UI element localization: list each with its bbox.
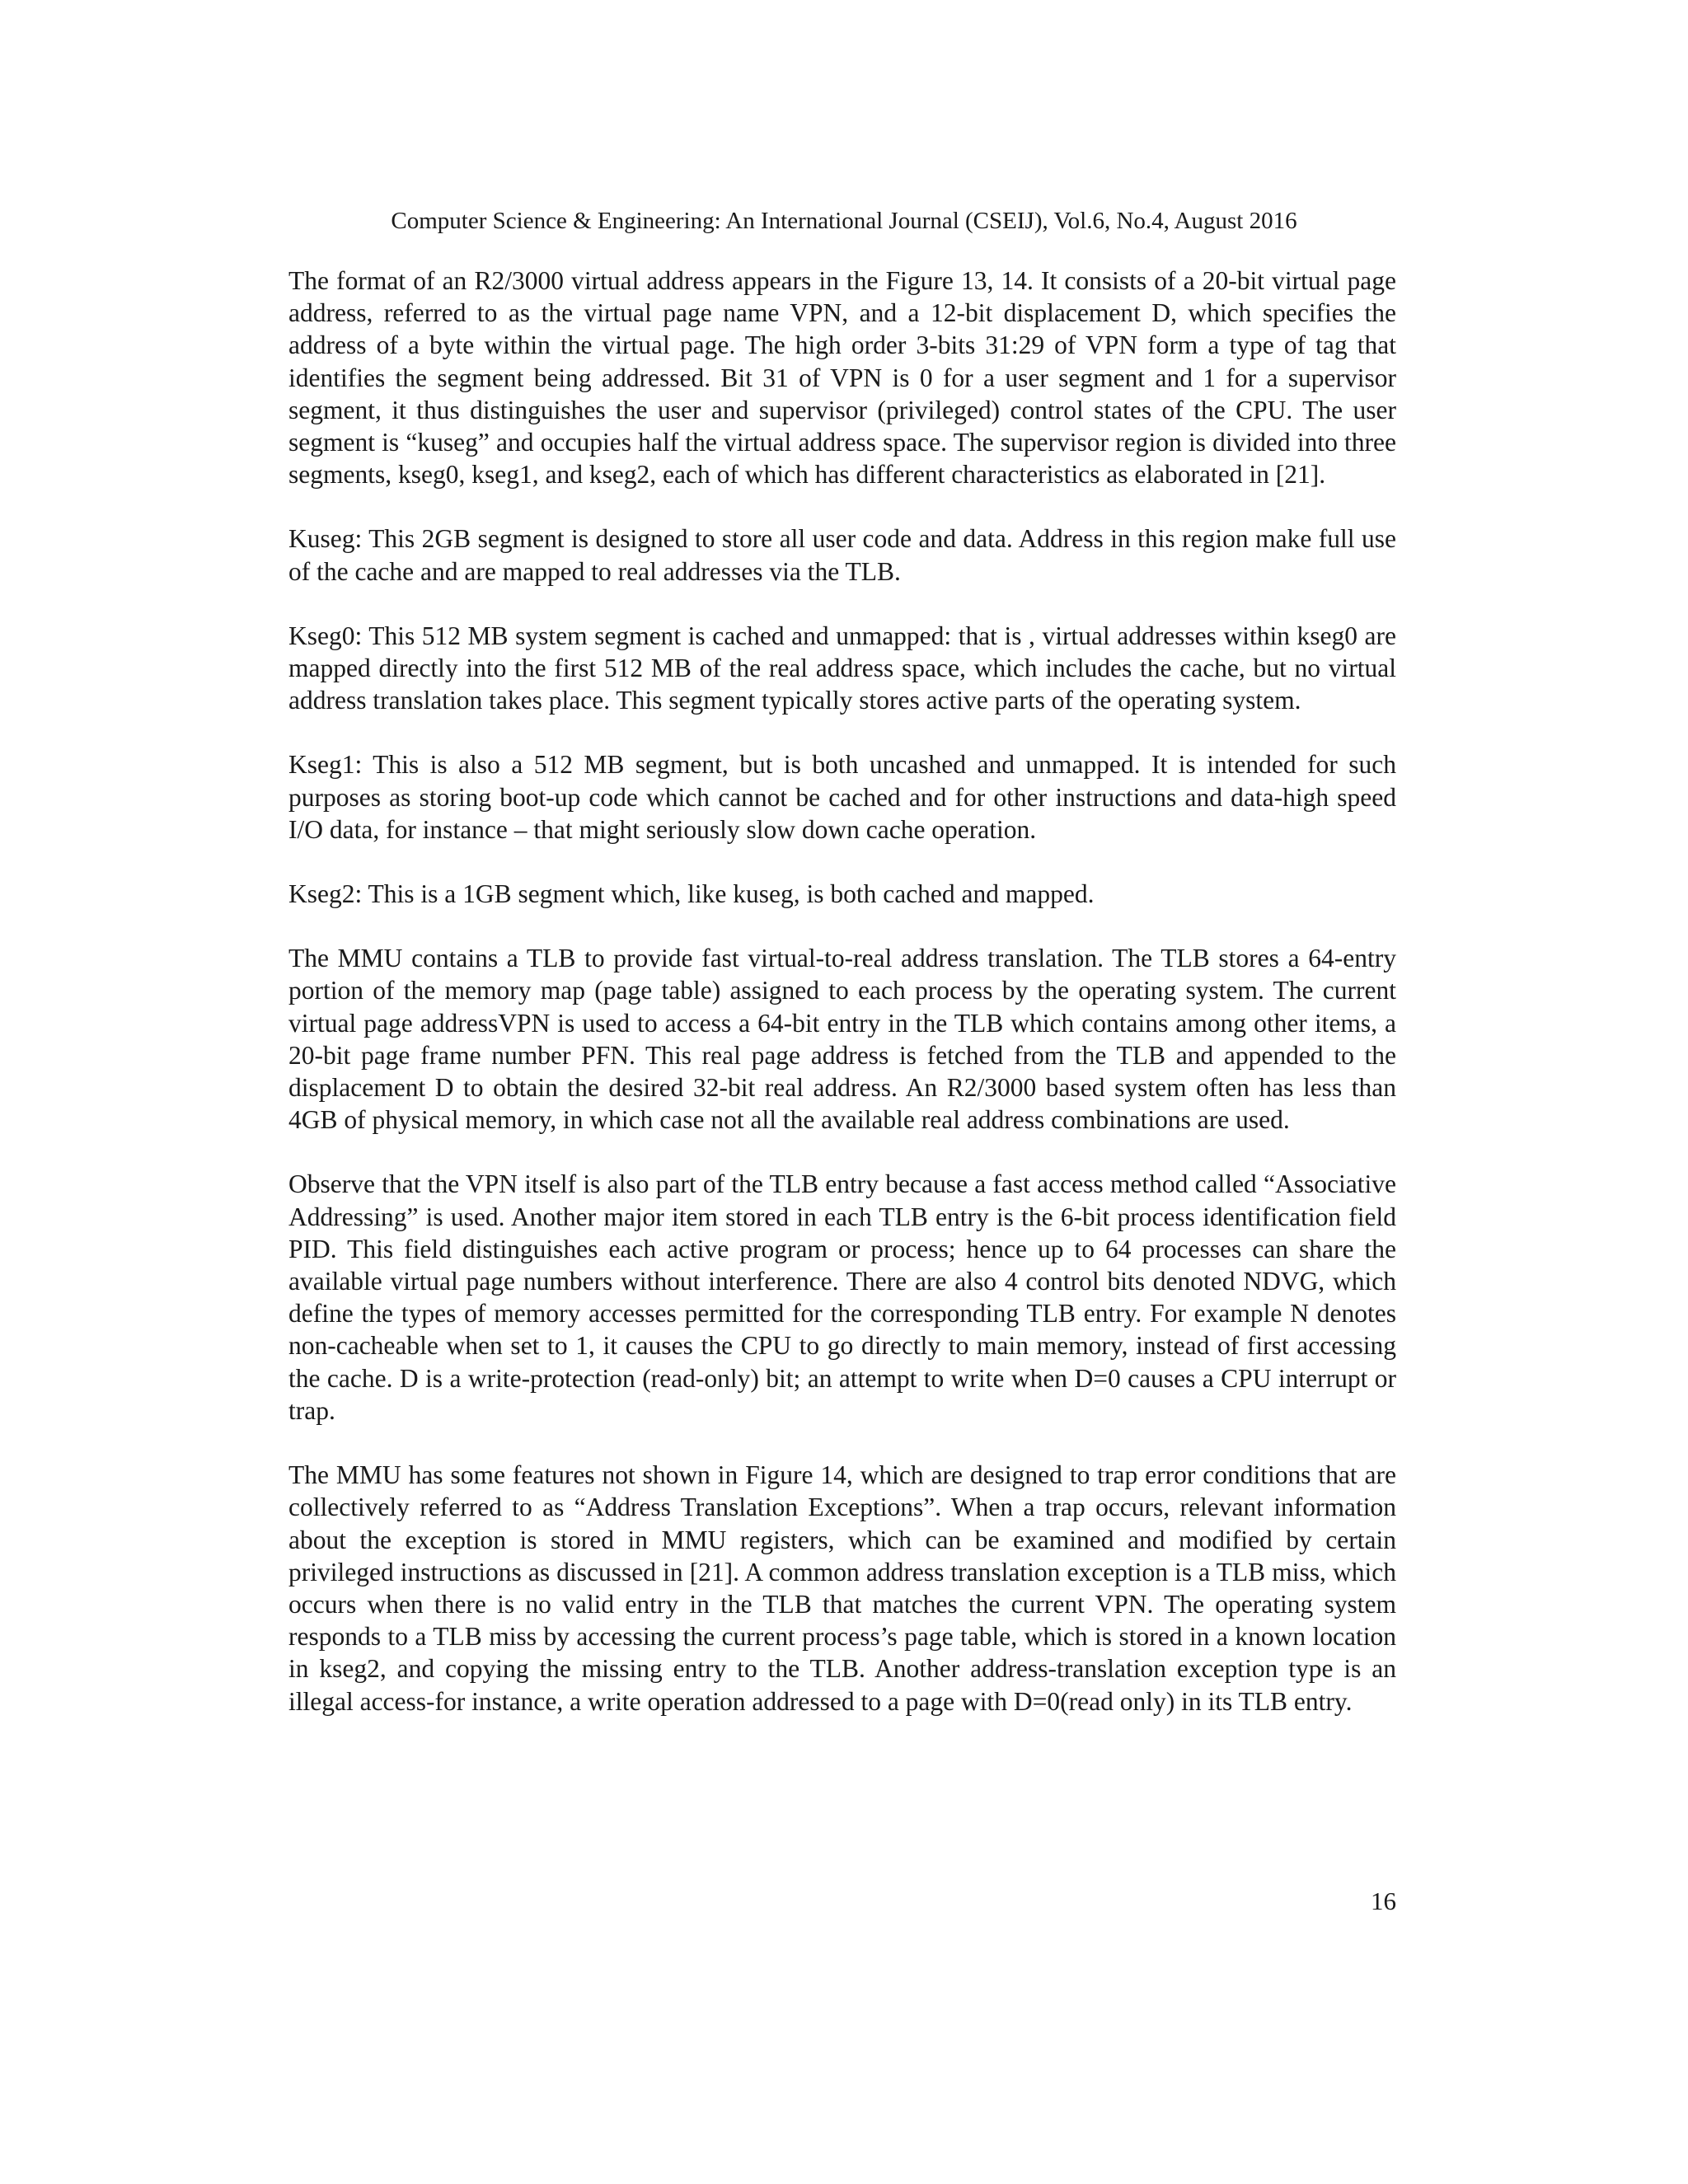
running-header: Computer Science & Engineering: An International Journal (CSEIJ), Vol.6, No.4, August 2016 [391,208,1297,234]
paragraph-kuseg: Kuseg: This 2GB segment is designed to store all user code and data. Address in this region make full use of the cache and are mapped to real addresses via the TLB. [288,524,1396,586]
paragraph-associative-addressing: Observe that the VPN itself is also part of the TLB entry because a fast access method called “Associative Addressing” is used. Another major item stored in each TLB entry is the 6-bit process identification field PID. This field distinguishes each active program or process; hence up to 64 processes can share the available virtual page numbers without interference. There are also 4 control bits denoted NDVG, which define the types of memory accesses permitted for the corresponding TLB entry. For example N denotes non-cacheable when set to 1, it causes the CPU to go directly to main memory, instead of first accessing the cache. D is a write-protection (read-only) bit; an attempt to write when D=0 causes a CPU interrupt or trap. [288,1169,1396,1425]
paragraph-kseg1: Kseg1: This is also a 512 MB segment, but is both uncashed and unmapped. It is intended for such purposes as storing boot-up code which cannot be cached and for other instructions and data-high speed I/O data, for instance – that might seriously slow down cache operation. [288,750,1396,844]
paragraph-mmu-tlb: The MMU contains a TLB to provide fast virtual-to-real address translation. The TLB stores a 64-entry portion of the memory map (page table) assigned to each process by the operating system. The current virtual page addressVPN is used to access a 64-bit entry in the TLB which contains among other items, a 20-bit page frame number PFN. This real page address is fetched from the TLB and appended to the displacement D to obtain the desired 32-bit real address. An R2/3000 based system often has less than 4GB of physical memory, in which case not all the available real address combinations are used. [288,944,1396,1135]
paragraph-kseg2: Kseg2: This is a 1GB segment which, like kuseg, is both cached and mapped. [288,879,1095,909]
paragraph-kseg0: Kseg0: This 512 MB system segment is cached and unmapped: that is , virtual addresses within kseg0 are mapped directly into the first 512 MB of the real address space, which includes the cache, but no virtual address translation takes place. This segment typically stores active parts of the operating system. [288,621,1396,715]
paragraph-translation-exceptions: The MMU has some features not shown in Figure 14, which are designed to trap error conditions that are collectively referred to as “Address Translation Exceptions”. When a trap occurs, relevant information about the exception is stored in MMU registers, which can be examined and modified by certain privileged instructions as discussed in [21]. A common address translation exception is a TLB miss, which occurs when there is no valid entry in the TLB that matches the current VPN. The operating system responds to a TLB miss by accessing the current process’s page table, which is stored in a known location in kseg2, and copying the missing entry to the TLB. Another address-translation exception type is an illegal access-for instance, a write operation addressed to a page with D=0(read only) in its TLB entry. [288,1460,1396,1716]
page-number: 16 [1371,1886,1396,1915]
paragraph-virtual-address-format: The format of an R2/3000 virtual address appears in the Figure 13, 14. It consists of a 20-bit virtual page address, referred to as the virtual page name VPN, and a 12-bit displacement D, which specifies the address of a byte within the virtual page. The high order 3-bits 31:29 of VPN form a type of tag that identifies the segment being addressed. Bit 31 of VPN is 0 for a user segment and 1 for a supervisor segment, it thus distinguishes the user and supervisor (privileged) control states of the CPU. The user segment is “kuseg” and occupies half the virtual address space. The supervisor region is divided into three segments, kseg0, kseg1, and kseg2, each of which has different characteristics as elaborated in [21]. [288,266,1396,490]
article-body [288,265,1396,1750]
